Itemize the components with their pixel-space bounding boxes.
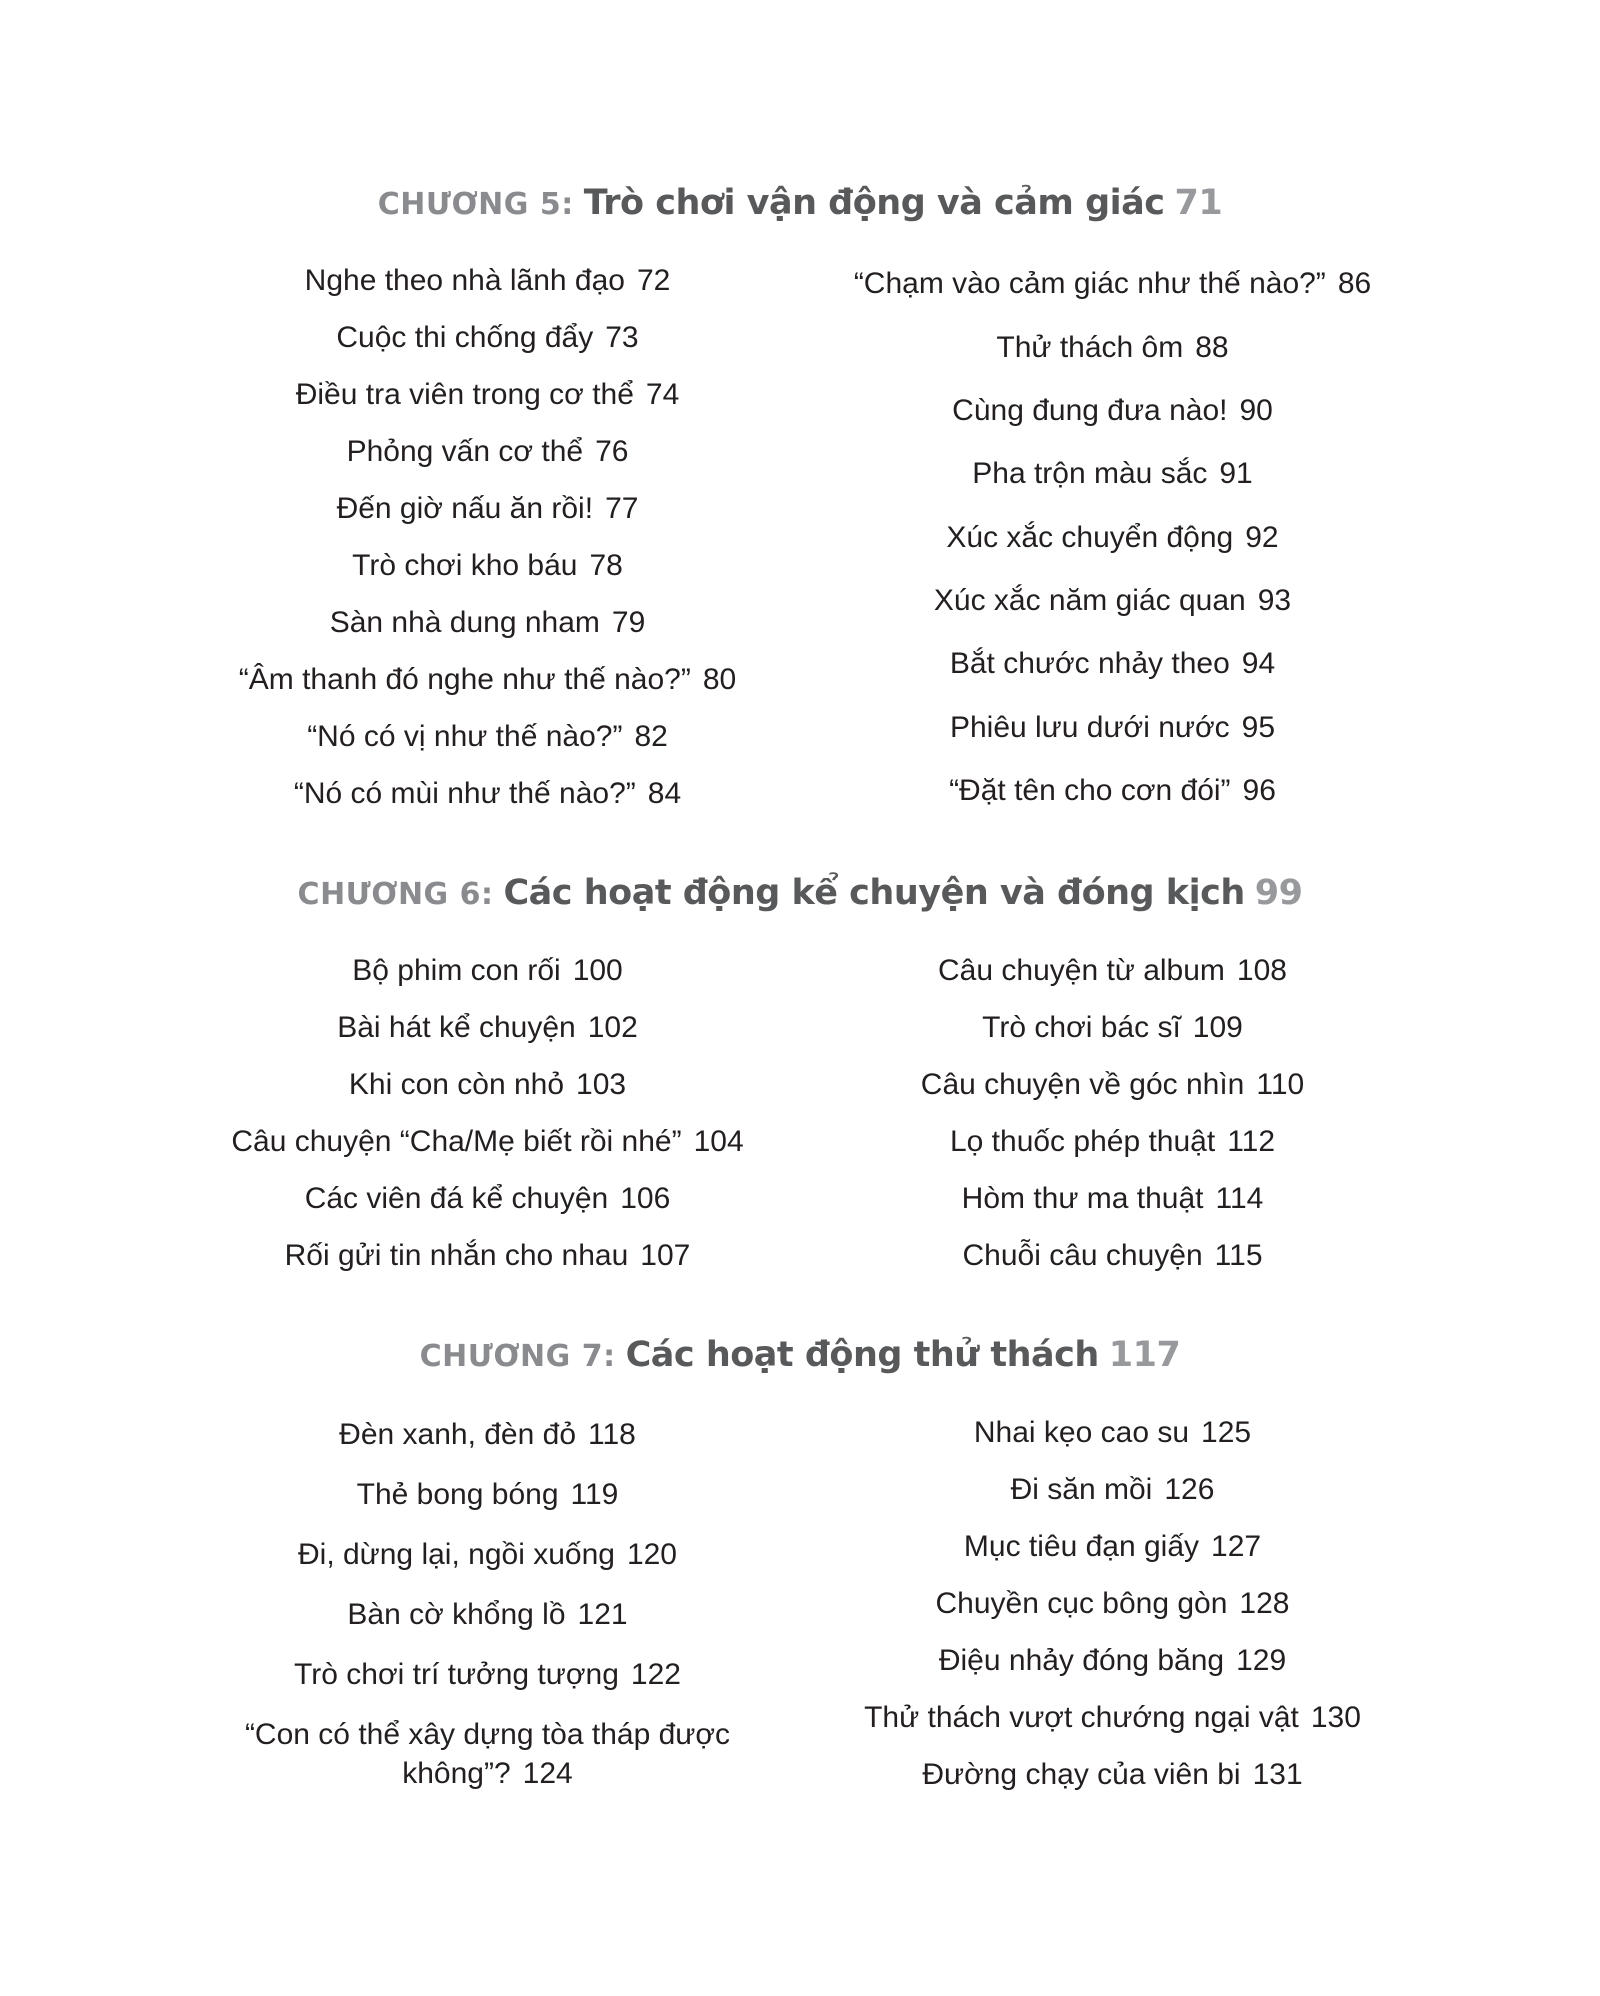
toc-entry: [187, 1716, 788, 1793]
chapter-label: CHƯƠNG 6:: [297, 877, 494, 912]
toc-entry-page-number: 125: [1201, 1416, 1252, 1450]
toc-entry: [187, 319, 788, 357]
toc-entry: [812, 1066, 1413, 1104]
chapter-label: CHƯƠNG 7:: [419, 1339, 616, 1374]
toc-entry: [187, 718, 788, 756]
toc-entry: [187, 1009, 788, 1047]
toc-column-right: [800, 253, 1425, 823]
toc-entry: [812, 1699, 1413, 1737]
toc-entry-title: Thử thách ôm: [996, 330, 1184, 364]
toc-entry-title: Cuộc thi chống đẩy: [336, 321, 594, 355]
chapter-page-number: 71: [1174, 183, 1223, 223]
toc-entry-title: Bộ phim con rối: [352, 954, 561, 988]
toc-entry-title: Phiêu lưu dưới nước: [949, 710, 1230, 744]
chapter-title: Các hoạt động thử thách: [625, 1335, 1099, 1375]
toc-entry-title: Chuyền cục bông gòn: [935, 1587, 1228, 1621]
toc-entry-title: Các viên đá kể chuyện: [304, 1182, 609, 1216]
toc-entry: [187, 952, 788, 990]
toc-columns: [175, 943, 1425, 1285]
toc-entry-page-number: 79: [611, 606, 646, 640]
toc-entry-page-number: 96: [1242, 774, 1276, 808]
toc-entry: [812, 709, 1413, 747]
chapter-heading: [175, 873, 1425, 913]
toc-entry: [187, 1536, 788, 1574]
toc-entry-title: “Nó có vị như thế nào?”: [307, 720, 623, 754]
toc-entry: [812, 265, 1413, 303]
toc-entry-page-number: 92: [1245, 520, 1279, 554]
chapter-section: [175, 183, 1425, 823]
toc-entry-title: Câu chuyện “Cha/Mẹ biết rồi nhé”: [231, 1125, 682, 1159]
toc-entry-title: Đi săn mồi: [1010, 1473, 1153, 1507]
toc-entry-page-number: 122: [630, 1658, 681, 1692]
toc-entry-page-number: 86: [1337, 267, 1372, 301]
toc-entry: [187, 604, 788, 642]
chapter-title: Trò chơi vận động và cảm giác: [583, 183, 1165, 223]
toc-entry-title: Mục tiêu đạn giấy: [963, 1530, 1200, 1564]
toc-entry-title: Câu chuyện từ album: [938, 954, 1225, 988]
toc-entry: [812, 392, 1413, 430]
toc-entry-title: “Đặt tên cho cơn đói”: [949, 774, 1231, 808]
toc-entry-title: Bàn cờ khổng lồ: [347, 1598, 566, 1632]
toc-entry-page-number: 107: [640, 1239, 691, 1273]
toc-entry-title: Cùng đung đưa nào!: [952, 394, 1228, 428]
toc-entry-title: “Con có thể xây dựng tòa tháp được không”?: [244, 1718, 731, 1790]
toc-entry: [812, 952, 1413, 990]
toc-entry-title: Xúc xắc chuyển động: [946, 520, 1234, 554]
toc-entry: [812, 455, 1413, 493]
toc-entry-page-number: 112: [1227, 1125, 1276, 1159]
toc-entry-title: Đến giờ nấu ăn rồi!: [336, 492, 594, 526]
toc-entry-page-number: 94: [1241, 647, 1276, 681]
toc-column-left: [175, 943, 800, 1285]
toc-entry: [812, 1642, 1413, 1680]
toc-entry: [812, 645, 1413, 683]
toc-entry: [187, 490, 788, 528]
toc-entry: [812, 1756, 1413, 1794]
toc-entry-page-number: 104: [693, 1125, 744, 1159]
toc-entry: [812, 1585, 1413, 1623]
toc-entry-title: Phỏng vấn cơ thể: [346, 435, 584, 469]
toc-entry: [187, 433, 788, 471]
toc-entry: [187, 1123, 788, 1161]
toc-entry-page-number: 124: [522, 1756, 573, 1790]
toc-entry-page-number: 103: [576, 1068, 627, 1102]
toc-entry-title: Lọ thuốc phép thuật: [949, 1125, 1216, 1159]
toc-entry: [812, 519, 1413, 557]
toc-entry-page-number: 82: [634, 720, 668, 754]
toc-entry: [187, 1180, 788, 1218]
toc-entry-title: “Nó có mùi như thế nào?”: [293, 777, 636, 811]
toc-entry-page-number: 74: [645, 378, 680, 412]
chapter-title: Các hoạt động kể chuyện và đóng kịch: [503, 873, 1245, 913]
chapter-label: CHƯƠNG 5:: [377, 187, 574, 222]
toc-entry-title: Pha trộn màu sắc: [972, 457, 1208, 491]
toc-entry-page-number: 100: [572, 954, 623, 988]
toc-columns: [175, 253, 1425, 823]
toc-entry: [812, 582, 1413, 620]
chapter-heading: [175, 1335, 1425, 1375]
toc-entry-page-number: 84: [647, 777, 682, 811]
toc-entry-page-number: 73: [605, 321, 639, 355]
toc-entry: [812, 1528, 1413, 1566]
toc-entry-title: Sàn nhà dung nham: [329, 606, 600, 640]
toc-entry: [187, 1476, 788, 1514]
toc-entry: [187, 661, 788, 699]
toc-entry-page-number: 114: [1215, 1182, 1264, 1216]
toc-entry: [812, 772, 1413, 810]
toc-entry-title: “Chạm vào cảm giác như thế nào?”: [853, 267, 1326, 301]
toc-entry-title: Điều tra viên trong cơ thể: [295, 378, 634, 412]
toc-entry-page-number: 120: [626, 1538, 677, 1572]
toc-entry-title: Thẻ bong bóng: [356, 1477, 559, 1511]
toc-entry: [812, 1237, 1413, 1275]
toc-entry-title: Câu chuyện về góc nhìn: [920, 1068, 1245, 1102]
toc-entry-page-number: 76: [595, 435, 629, 469]
toc-entry-page-number: 102: [587, 1011, 638, 1045]
toc-entry-title: Đèn xanh, đèn đỏ: [339, 1417, 577, 1451]
toc-entry: [187, 1656, 788, 1694]
toc-columns: [175, 1405, 1425, 1804]
toc-entry-page-number: 119: [570, 1477, 619, 1511]
toc-entry-title: Xúc xắc năm giác quan: [933, 584, 1246, 618]
toc-entry-title: Nhai kẹo cao su: [973, 1416, 1190, 1450]
toc-entry-page-number: 78: [589, 549, 623, 583]
toc-entry-title: Bài hát kể chuyện: [337, 1011, 576, 1045]
toc-entry-page-number: 91: [1219, 457, 1253, 491]
toc-entry-page-number: 121: [577, 1598, 628, 1632]
toc-entry-page-number: 95: [1241, 710, 1276, 744]
toc-entry-title: Rối gửi tin nhắn cho nhau: [284, 1239, 629, 1273]
toc-entry: [187, 1596, 788, 1634]
toc-entry-page-number: 93: [1257, 584, 1292, 618]
toc-entry-title: Khi con còn nhỏ: [348, 1068, 565, 1102]
toc-entry-title: Đường chạy của viên bi: [922, 1758, 1241, 1792]
toc-entry-page-number: 88: [1195, 330, 1229, 364]
toc-entry: [187, 775, 788, 813]
toc-entry: [812, 1471, 1413, 1509]
toc-entry: [812, 329, 1413, 367]
toc-entry-page-number: 80: [702, 663, 737, 697]
toc-entry-page-number: 115: [1214, 1239, 1263, 1273]
toc-entry-title: Trò chơi trí tưởng tượng: [294, 1658, 619, 1692]
toc-entry-page-number: 129: [1236, 1644, 1287, 1678]
toc-entry-page-number: 106: [620, 1182, 671, 1216]
toc-entry: [187, 1416, 788, 1454]
toc-column-right: [800, 943, 1425, 1285]
toc-entry-page-number: 90: [1239, 394, 1273, 428]
toc-column-left: [175, 253, 800, 823]
chapter-heading: [175, 183, 1425, 223]
toc-entry: [187, 262, 788, 300]
toc-entry-page-number: 126: [1164, 1473, 1215, 1507]
chapter-section: [175, 873, 1425, 1285]
chapter-page-number: 99: [1254, 873, 1303, 913]
toc-entry: [812, 1180, 1413, 1218]
toc-entry-title: Hòm thư ma thuật: [961, 1182, 1204, 1216]
toc-entry-page-number: 77: [605, 492, 639, 526]
toc-entry-title: Điệu nhảy đóng băng: [938, 1644, 1225, 1678]
toc-entry: [187, 376, 788, 414]
toc-entry: [187, 1237, 788, 1275]
toc-entry-title: “Âm thanh đó nghe như thế nào?”: [238, 663, 691, 697]
chapter-section: [175, 1335, 1425, 1804]
toc-entry-title: Đi, dừng lại, ngồi xuống: [297, 1538, 615, 1572]
toc-entry-title: Trò chơi bác sĩ: [982, 1011, 1181, 1045]
toc-entry-page-number: 131: [1252, 1758, 1303, 1792]
toc-entry-title: Bắt chước nhảy theo: [949, 647, 1230, 681]
toc-entry-title: Thử thách vượt chướng ngại vật: [864, 1701, 1299, 1735]
toc-entry-page-number: 72: [636, 264, 671, 298]
toc-entry-page-number: 109: [1192, 1011, 1243, 1045]
toc-column-right: [800, 1405, 1425, 1804]
toc-entry: [812, 1009, 1413, 1047]
toc-entry-title: Nghe theo nhà lãnh đạo: [304, 264, 625, 298]
toc-entry-page-number: 127: [1211, 1530, 1262, 1564]
toc-entry-page-number: 128: [1239, 1587, 1290, 1621]
toc-column-left: [175, 1405, 800, 1804]
toc-entry-title: Trò chơi kho báu: [352, 549, 578, 583]
toc-entry-page-number: 130: [1310, 1701, 1361, 1735]
toc-entry-title: Chuỗi câu chuyện: [962, 1239, 1203, 1273]
toc-entry-page-number: 118: [588, 1417, 636, 1451]
toc-entry: [187, 547, 788, 585]
toc-entry-page-number: 108: [1236, 954, 1287, 988]
toc-entry: [187, 1066, 788, 1104]
chapter-page-number: 117: [1108, 1335, 1181, 1375]
toc-entry: [812, 1414, 1413, 1452]
toc-entry: [812, 1123, 1413, 1161]
table-of-contents: [175, 0, 1425, 1804]
toc-entry-page-number: 110: [1256, 1068, 1305, 1102]
